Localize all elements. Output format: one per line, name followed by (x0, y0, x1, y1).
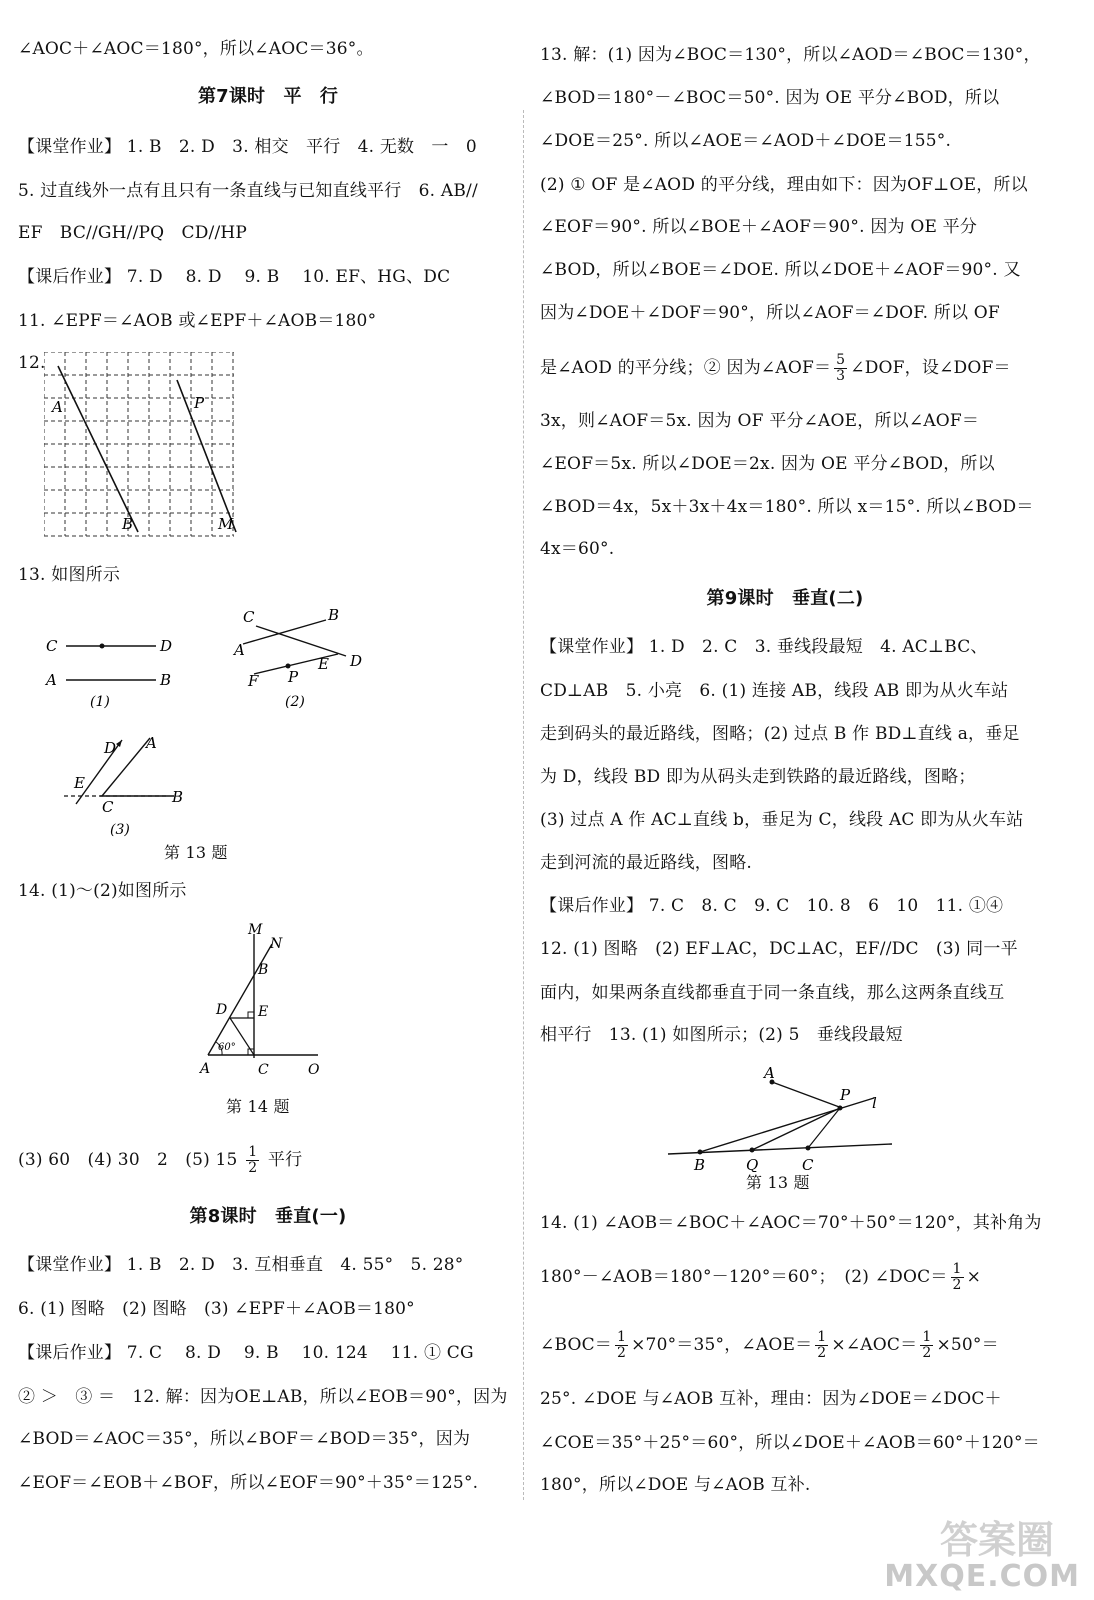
fig3-label-d: D (104, 739, 117, 757)
q14-label-c: C (258, 1062, 269, 1078)
text-line: EF BC//GH//PQ CD//HP (18, 223, 248, 243)
fig1-label-c: C (46, 637, 58, 655)
watermark: MXQE.COM (884, 1559, 1080, 1594)
q14-caption: 第 14 题 (226, 1097, 290, 1116)
fraction-denominator: 2 (617, 1345, 627, 1361)
text-segment: ×70°＝35°，∠AOE＝ (631, 1335, 813, 1355)
text-line: 【课后作业】 7. C 8. D 9. B 10. 124 11. ① CG (18, 1343, 474, 1363)
q13-right-figure (660, 1062, 900, 1172)
fig2-label-p: P (288, 668, 299, 686)
fig2-label-a: A (234, 641, 245, 659)
point-label-p: P (194, 394, 205, 412)
fraction-denominator: 2 (952, 1277, 962, 1293)
q14-label-e: E (258, 1004, 269, 1020)
point-label-b: B (122, 515, 134, 533)
q14-answer-parallel: 平行 (267, 1150, 303, 1170)
lesson-7-title: 第7课时 平 行 (197, 86, 339, 107)
q13r-label-q: Q (746, 1156, 759, 1172)
text-line (540, 353, 1011, 384)
fraction (615, 1330, 628, 1361)
fig1-label-a: A (46, 671, 57, 689)
q14-label-m: M (248, 922, 263, 938)
text-line (540, 1330, 999, 1361)
fraction (815, 1330, 828, 1361)
text-line: (2) ① OF 是∠AOD 的平分线，理由如下：因为OF⊥OE，所以 (540, 175, 1028, 195)
text-line: ∠DOE＝25°. 所以∠AOE＝∠AOD＋∠DOE＝155°. (540, 131, 952, 151)
fraction (920, 1330, 933, 1361)
q14-angle-label: 60° (218, 1042, 236, 1053)
text-segment: ×50°＝ (936, 1335, 999, 1355)
text-line: 为 D，线段 BD 即为从码头走到铁路的最近路线，图略； (540, 767, 976, 787)
fraction-numerator: 5 (836, 352, 846, 368)
fraction-numerator: 1 (617, 1329, 627, 1345)
text-line: ∠BOD，所以∠BOE＝∠DOE. 所以∠DOE＋∠AOF＝90°. 又 (540, 260, 1021, 280)
fig3-label-b: B (172, 788, 184, 806)
q13r-label-b: B (694, 1156, 706, 1172)
text-line: 6. (1) 图略 (2) 图略 (3) ∠EPF＋∠AOB＝180° (18, 1299, 415, 1319)
text-line: 25°. ∠DOE 与∠AOB 互补，理由：因为∠DOE＝∠DOC＋ (540, 1389, 1002, 1409)
fraction-numerator: 1 (817, 1329, 827, 1345)
text-line: ② ＞ ③ ＝ 12. 解：因为OE⊥AB，所以∠EOB＝90°，因为 (18, 1387, 508, 1407)
text-line: 5. 过直线外一点有且只有一条直线与已知直线平行 6. AB// (18, 181, 478, 201)
fraction-numerator: 1 (248, 1144, 258, 1160)
text-line: 【课堂作业】 1. D 2. C 3. 垂线段最短 4. AC⊥BC、 (540, 637, 988, 657)
column-divider (523, 110, 524, 1500)
fig2-label-e: E (318, 655, 329, 673)
text-line: 14. (1) ∠AOB＝∠BOC＋∠AOC＝70°＋50°＝120°，其补角为 (540, 1213, 1042, 1233)
text-segment: ∠DOF，设∠DOF＝ (850, 358, 1011, 378)
fig2-label-c: C (243, 608, 255, 626)
fraction (834, 353, 847, 384)
watermark-logo: 答案圈 (939, 1518, 1054, 1562)
q12-grid-figure (44, 352, 238, 538)
text-line: 13. 如图所示 (18, 565, 121, 585)
fig1-caption: (1) (90, 694, 110, 710)
text-segment: ×∠AOC＝ (831, 1335, 918, 1355)
q14-figure (188, 918, 348, 1088)
text-line: ∠EOF＝90°. 所以∠BOE＋∠AOF＝90°. 因为 OE 平分 (540, 217, 978, 237)
fraction-denominator: 2 (817, 1345, 827, 1361)
text-line: 14. (1)～(2)如图所示 (18, 881, 187, 901)
point-label-m: M (218, 515, 234, 533)
q13-right-caption: 第 13 题 (746, 1173, 810, 1192)
text-line: 走到河流的最近路线，图略. (540, 853, 753, 873)
fig3-label-c: C (102, 798, 114, 816)
fig1-label-d: D (160, 637, 173, 655)
q13r-label-c: C (802, 1156, 814, 1172)
text-line: 180°，所以∠DOE 与∠AOB 互补. (540, 1475, 811, 1495)
q13r-label-a: A (764, 1064, 775, 1082)
text-line (18, 1145, 302, 1176)
text-line: ∠BOD＝∠AOC＝35°，所以∠BOF＝∠BOD＝35°，因为 (18, 1429, 471, 1449)
q13r-label-p: P (840, 1086, 851, 1104)
text-segment: × (966, 1267, 982, 1287)
text-line: 【课后作业】 7. D 8. D 9. B 10. EF、HG、DC (18, 267, 451, 287)
fig2-label-f: F (248, 672, 259, 690)
text-line: (3) 过点 A 作 AC⊥直线 b，垂足为 C，线段 AC 即为从火车站 (540, 810, 1024, 830)
lesson-9-title: 第9课时 垂直(二) (706, 588, 864, 609)
fig2-label-b: B (328, 606, 340, 624)
text-line: 13. 解：(1) 因为∠BOC＝130°，所以∠AOD＝∠BOC＝130°， (540, 45, 1041, 65)
fraction-denominator: 3 (836, 368, 846, 384)
text-line: 【课堂作业】 1. B 2. D 3. 互相垂直 4. 55° 5. 28° (18, 1255, 464, 1275)
text-line: 4x＝60°. (540, 539, 615, 559)
q14-label-a: A (200, 1061, 211, 1077)
text-line: 因为∠DOE＋∠DOF＝90°，所以∠AOF＝∠DOF. 所以 OF (540, 303, 1000, 323)
lesson-8-title: 第8课时 垂直(一) (189, 1206, 347, 1227)
text-line: ∠EOF＝∠EOB＋∠BOF，所以∠EOF＝90°＋35°＝125°. (18, 1473, 479, 1493)
text-line (540, 1262, 981, 1293)
text-line: 走到码头的最近路线，图略；(2) 过点 B 作 BD⊥直线 a，垂足 (540, 724, 1020, 744)
fig3-label-e: E (74, 774, 85, 792)
q14-answers: (3) 60 (4) 30 2 (5) 15 (18, 1150, 238, 1170)
text-line: 11. ∠EPF＝∠AOB 或∠EPF＋∠AOB＝180° (18, 311, 377, 331)
q14-label-o: O (308, 1062, 320, 1078)
text-segment: 是∠AOD 的平分线；② 因为∠AOF＝ (540, 358, 832, 378)
fraction (246, 1145, 259, 1176)
text-line: CD⊥AB 5. 小亮 6. (1) 连接 AB，线段 AB 即为从火车站 (540, 681, 1009, 701)
fig2-caption: (2) (285, 694, 305, 710)
q13-caption: 第 13 题 (164, 843, 228, 862)
q13r-label-l: l (872, 1094, 877, 1112)
text-line: 相平行 13. (1) 如图所示；(2) 5 垂线段最短 (540, 1025, 903, 1045)
text-line: 【课堂作业】 1. B 2. D 3. 相交 平行 4. 无数 一 0 (18, 137, 477, 157)
fig3-caption: (3) (110, 822, 130, 838)
text-segment: 180°－∠AOB＝180°－120°＝60°； (2) ∠DOC＝ (540, 1267, 948, 1287)
text-line: ∠COE＝35°＋25°＝60°，所以∠DOE＋∠AOB＝60°＋120°＝ (540, 1433, 1040, 1453)
text-line: ∠EOF＝5x. 所以∠DOE＝2x. 因为 OE 平分∠BOD，所以 (540, 454, 995, 474)
fraction (951, 1262, 964, 1293)
text-line: ∠AOC＋∠AOC＝180°，所以∠AOC＝36°。 (18, 39, 374, 59)
text-line: 【课后作业】 7. C 8. C 9. C 10. 8 6 10 11. ①④ (540, 896, 1004, 916)
q13-figures (38, 598, 378, 858)
fraction-numerator: 1 (922, 1329, 932, 1345)
q14-label-d: D (216, 1002, 228, 1018)
text-line: 12. (1) 图略 (2) EF⊥AC，DC⊥AC，EF//DC (3) 同一平 (540, 939, 1018, 959)
text-line: 面内，如果两条直线都垂直于同一条直线，那么这两条直线互 (540, 983, 1005, 1003)
q14-label-b: B (258, 962, 269, 978)
fraction-numerator: 1 (952, 1261, 962, 1277)
point-label-a: A (52, 398, 63, 416)
text-segment: ∠BOC＝ (540, 1335, 612, 1355)
text-line: ∠BOD＝4x，5x＋3x＋4x＝180°. 所以 x＝15°. 所以∠BOD＝ (540, 497, 1034, 517)
question-12-label: 12. (18, 353, 46, 373)
fig2-label-d: D (350, 652, 363, 670)
q14-label-n: N (270, 936, 283, 952)
fig3-label-a: A (146, 734, 157, 752)
fig1-label-b: B (160, 671, 172, 689)
fraction-denominator: 2 (922, 1345, 932, 1361)
text-line: ∠BOD＝180°－∠BOC＝50°. 因为 OE 平分∠BOD，所以 (540, 88, 1000, 108)
text-line: 3x，则∠AOF＝5x. 因为 OF 平分∠AOE，所以∠AOF＝ (540, 411, 980, 431)
fraction-denominator: 2 (248, 1160, 258, 1176)
